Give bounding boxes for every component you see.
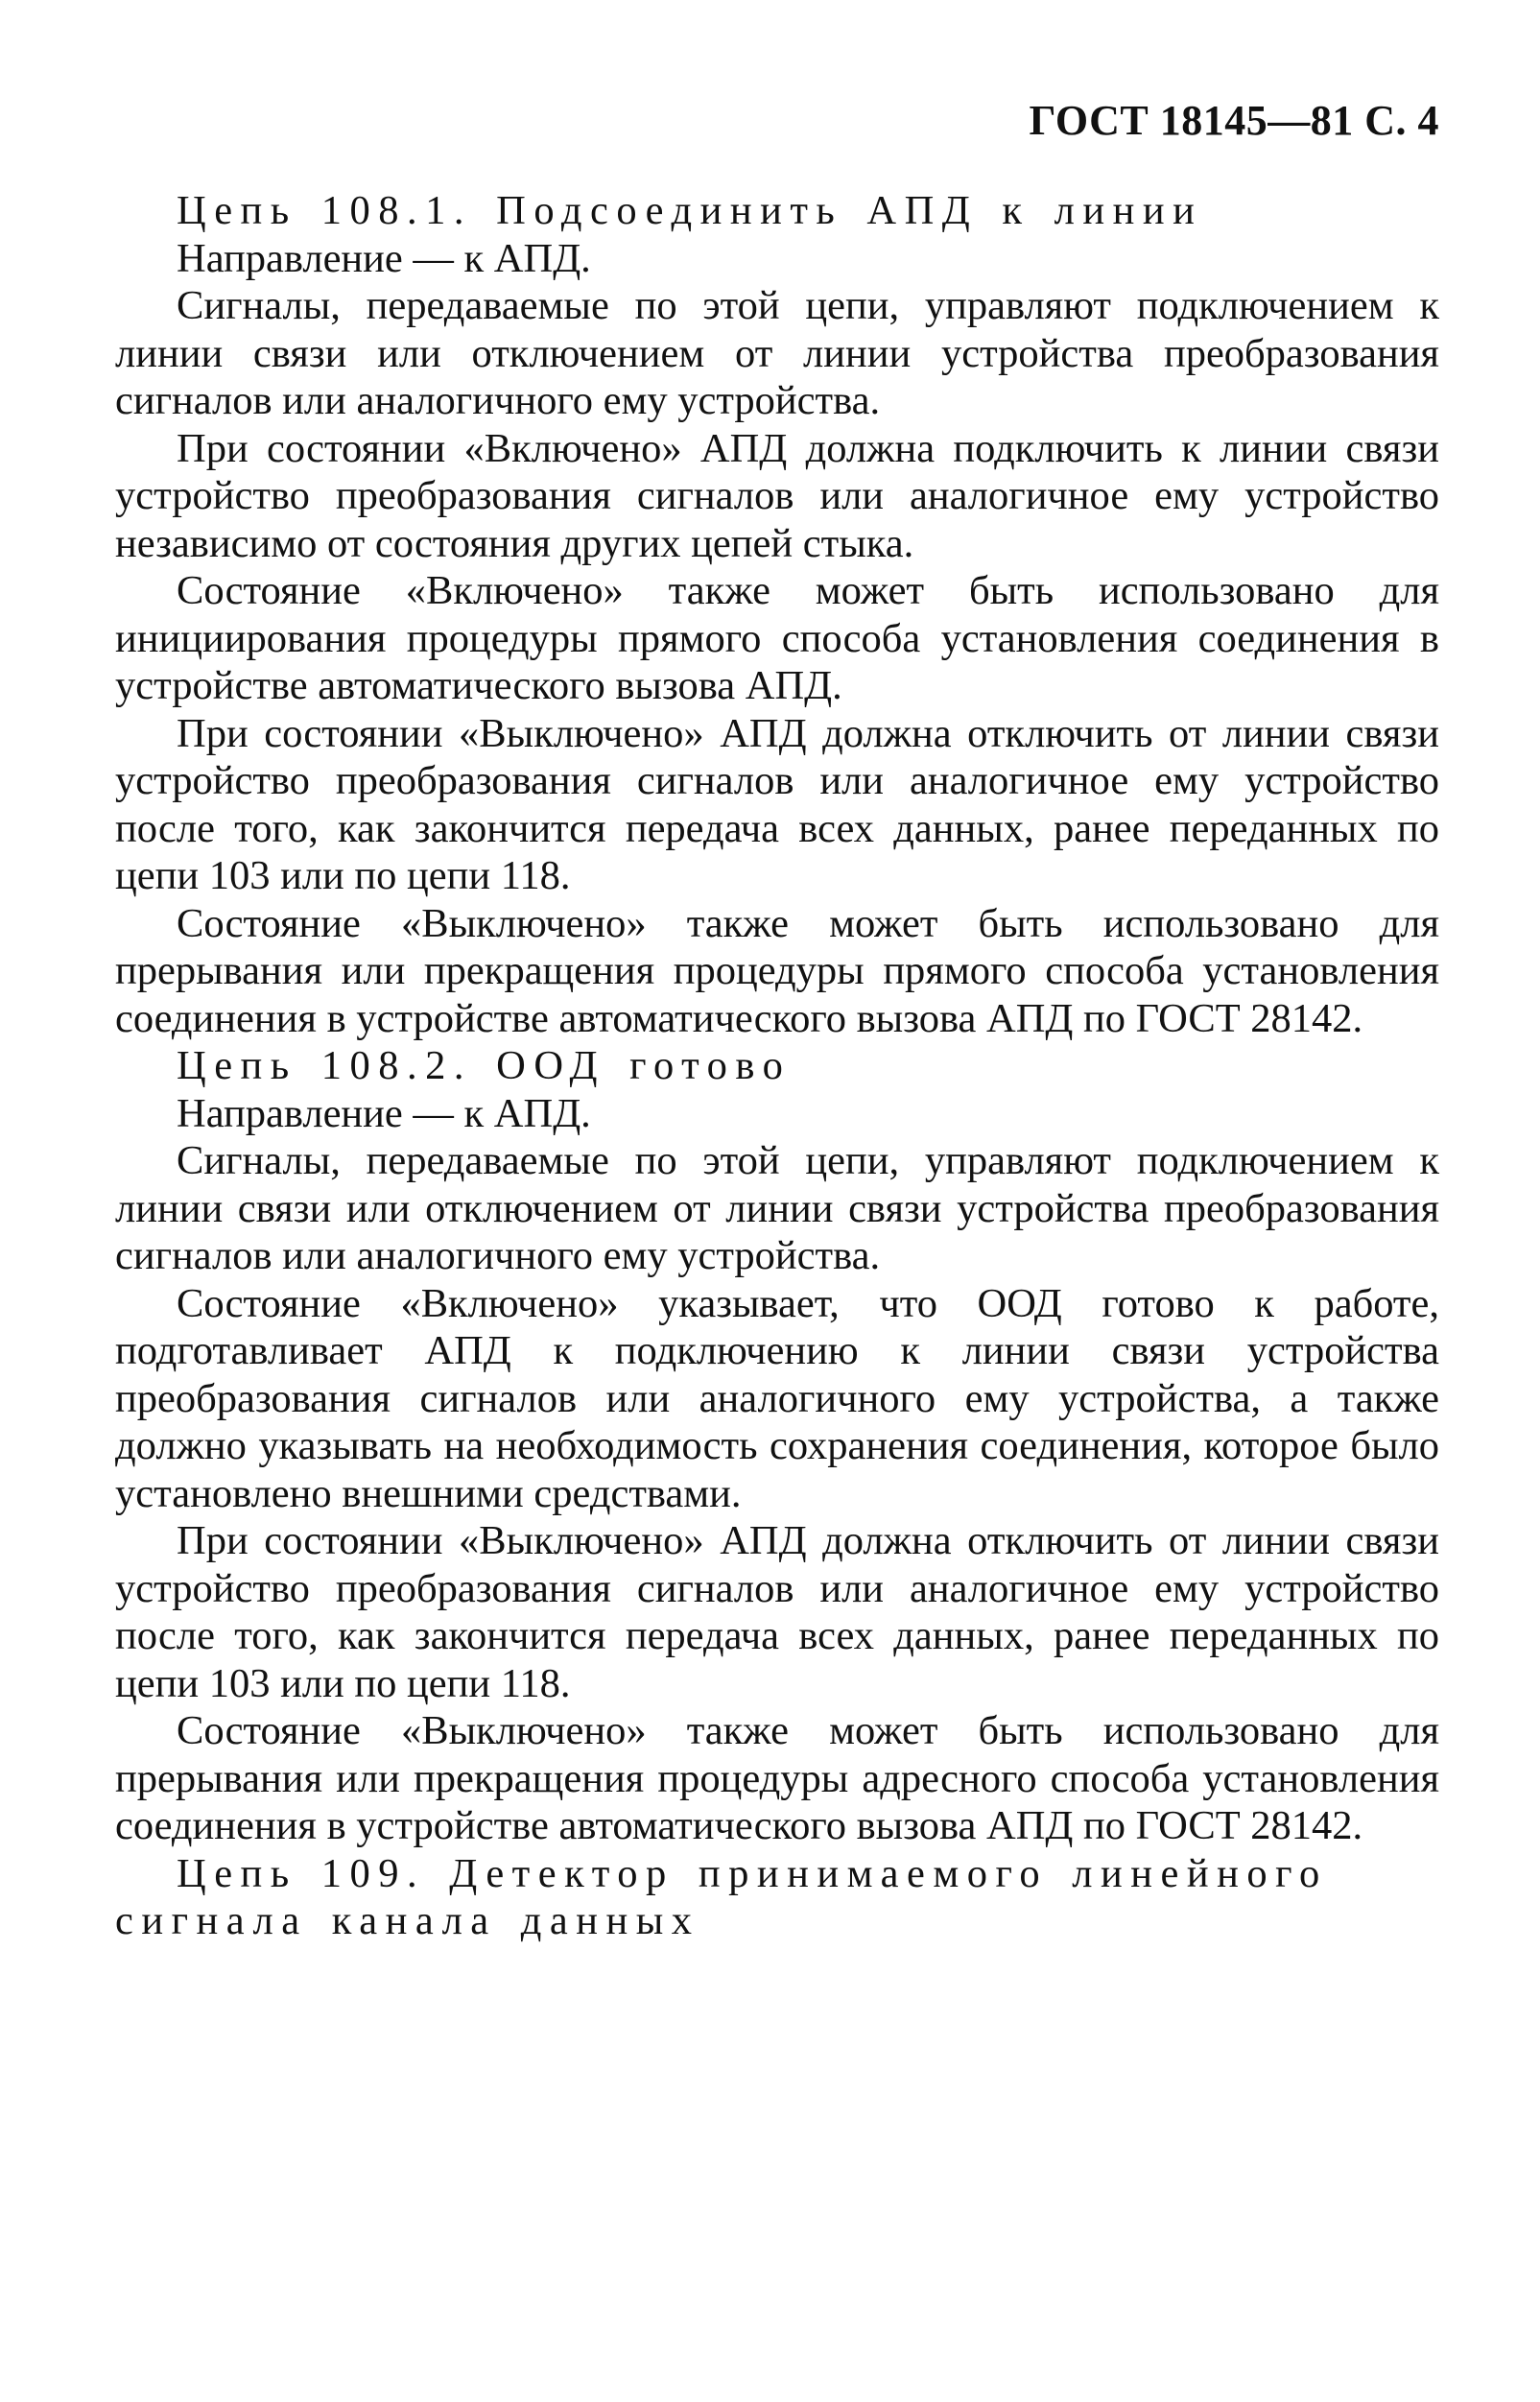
section-heading-109: Цепь 109. Детектор принимаемого линейного сигнала канала данных bbox=[115, 1850, 1328, 1943]
paragraph: Сигналы, передаваемые по этой цепи, управляют подключением к линии связи или отключением от линии устройства преобразования сигналов или аналогичного ему устройства. bbox=[115, 283, 1439, 423]
section-heading-108-1: Цепь 108.1. Подсоединить АПД к линии bbox=[177, 188, 1203, 233]
section-heading-108-2: Цепь 108.2. ООД готово bbox=[177, 1043, 792, 1088]
paragraph: Состояние «Выключено» также может быть использовано для прерывания или прекращения процедуры адресного способа установления соединения в устройстве автоматического вызова АПД по ГОСТ 28142. bbox=[115, 1708, 1439, 1848]
paragraph: Состояние «Включено» указывает, что ООД готово к работе, подготавливает АПД к подключению к линии связи устройства преобразования сигналов или аналогичного ему устройства, а также должно указывать на необходимость сохранения соединения, которое было установлено внешними средствами. bbox=[115, 1280, 1439, 1516]
section-direction-108-1: Направление — к АПД. bbox=[177, 235, 591, 281]
paragraph: Состояние «Выключено» также может быть использовано для прерывания или прекращения процедуры прямого способа установления соединения в устройстве автоматического вызова АПД по ГОСТ 28142. bbox=[115, 900, 1439, 1041]
section-direction-108-2: Направление — к АПД. bbox=[177, 1090, 591, 1136]
paragraph: При состоянии «Включено» АПД должна подключить к линии связи устройство преобразования сигналов или аналогичное ему устройство независимо от состояния других цепей стыка. bbox=[115, 425, 1439, 566]
page-header: ГОСТ 18145—81 С. 4 bbox=[1029, 97, 1439, 144]
paragraph: При состоянии «Выключено» АПД должна отключить от линии связи устройство преобразования сигналов или аналогичное ему устройство после того, как закончится передача всех данных, ранее переданных по цепи 103 или по цепи 118. bbox=[115, 1518, 1439, 1706]
document-body bbox=[115, 187, 1439, 1945]
paragraph: При состоянии «Выключено» АПД должна отключить от линии связи устройство преобразования сигналов или аналогичное ему устройство после того, как закончится передача всех данных, ранее переданных по цепи 103 или по цепи 118. bbox=[115, 710, 1439, 898]
paragraph: Сигналы, передаваемые по этой цепи, управляют подключением к линии связи или отключением от линии связи устройства преобразования сигналов или аналогичного ему устройства. bbox=[115, 1138, 1439, 1278]
paragraph: Состояние «Включено» также может быть использовано для инициирования процедуры прямого способа установления соединения в устройстве автоматического вызова АПД. bbox=[115, 568, 1439, 708]
